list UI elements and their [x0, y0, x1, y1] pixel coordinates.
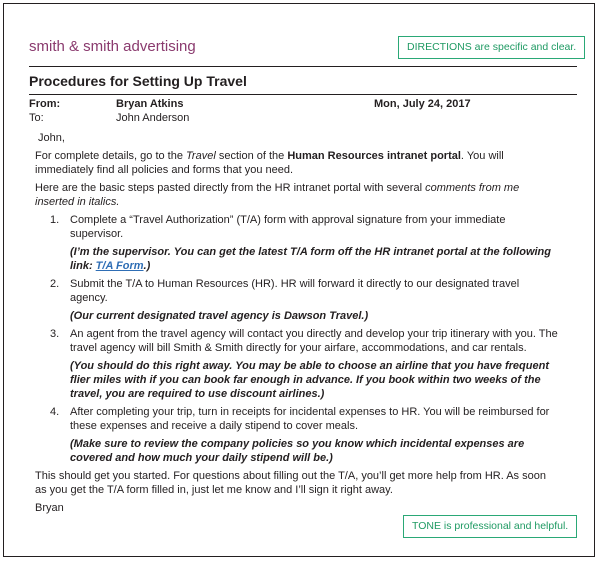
- step-comment: (Our current designated travel agency is Dawson Travel.): [70, 310, 369, 322]
- memo-date: Mon, July 24, 2017: [374, 98, 471, 110]
- step-item: [38, 277, 558, 323]
- ta-form-link[interactable]: T/A Form: [95, 260, 144, 272]
- step-number: 4.: [50, 406, 60, 418]
- step-comment: (You should do this right away. You may be able to choose an airline that you have frequent flier miles with if you can book far enough in advance. If you book within two weeks of the travel, you are required to use discount airlines.): [70, 360, 549, 400]
- tone-callout: TONE is professional and helpful.: [403, 515, 577, 538]
- header-rule-bottom: [29, 94, 577, 95]
- company-name: smith & smith advertising: [29, 38, 196, 55]
- step-text: After completing your trip, turn in receipts for incidental expenses to HR. You will be reimbursed for these expenses and receive a daily stipend to cover meals.: [70, 406, 550, 432]
- step-text: Submit the T/A to Human Resources (HR). HR will forward it directly to our designated travel agency.: [70, 278, 520, 304]
- memo-body: [35, 131, 558, 519]
- step-text: Complete a “Travel Authorization” (T/A) form with approval signature from your immediate supervisor.: [70, 214, 506, 240]
- step-comment: (Make sure to review the company policies so you know which incidental expenses are covered and how much your daily stipend will be.): [70, 438, 525, 464]
- step-number: 2.: [50, 278, 60, 290]
- step-text: An agent from the travel agency will contact you directly and develop your trip itinerary with you. The travel agency will bill Smith & Smith directly for your airfare, accommodations, and car rentals.: [70, 328, 558, 354]
- intro-paragraph: For complete details, go to the Travel section of the Human Resources intranet portal. You will immediately find all policies and forms that you need.: [35, 150, 504, 176]
- step-item: [38, 327, 558, 401]
- memo-subject: Procedures for Setting Up Travel: [29, 73, 247, 89]
- step-number: 1.: [50, 214, 60, 226]
- steps-intro-paragraph: Here are the basic steps pasted directly from the HR intranet portal with several comments from me inserted in italics.: [35, 182, 520, 208]
- step-item: [38, 405, 558, 465]
- directions-callout: DIRECTIONS are specific and clear.: [398, 36, 585, 59]
- to-name: John Anderson: [116, 112, 190, 124]
- to-label: To:: [29, 112, 44, 124]
- closing-paragraph: This should get you started. For questions about filling out the T/A, you’ll get more help from HR. As soon as you get the T/A form filled in, just let me know and I’ll sign it right away.: [35, 470, 546, 496]
- step-comment: (I’m the supervisor. You can get the latest T/A form off the HR intranet portal at the following link: T/A Form.): [70, 246, 551, 272]
- step-item: [38, 213, 558, 273]
- from-label: From:: [29, 98, 61, 110]
- from-name: Bryan Atkins: [116, 98, 184, 110]
- step-number: 3.: [50, 328, 60, 340]
- signature: Bryan: [35, 502, 64, 514]
- steps-list: [38, 213, 558, 465]
- header-rule-top: [29, 66, 577, 67]
- greeting: John,: [38, 132, 65, 144]
